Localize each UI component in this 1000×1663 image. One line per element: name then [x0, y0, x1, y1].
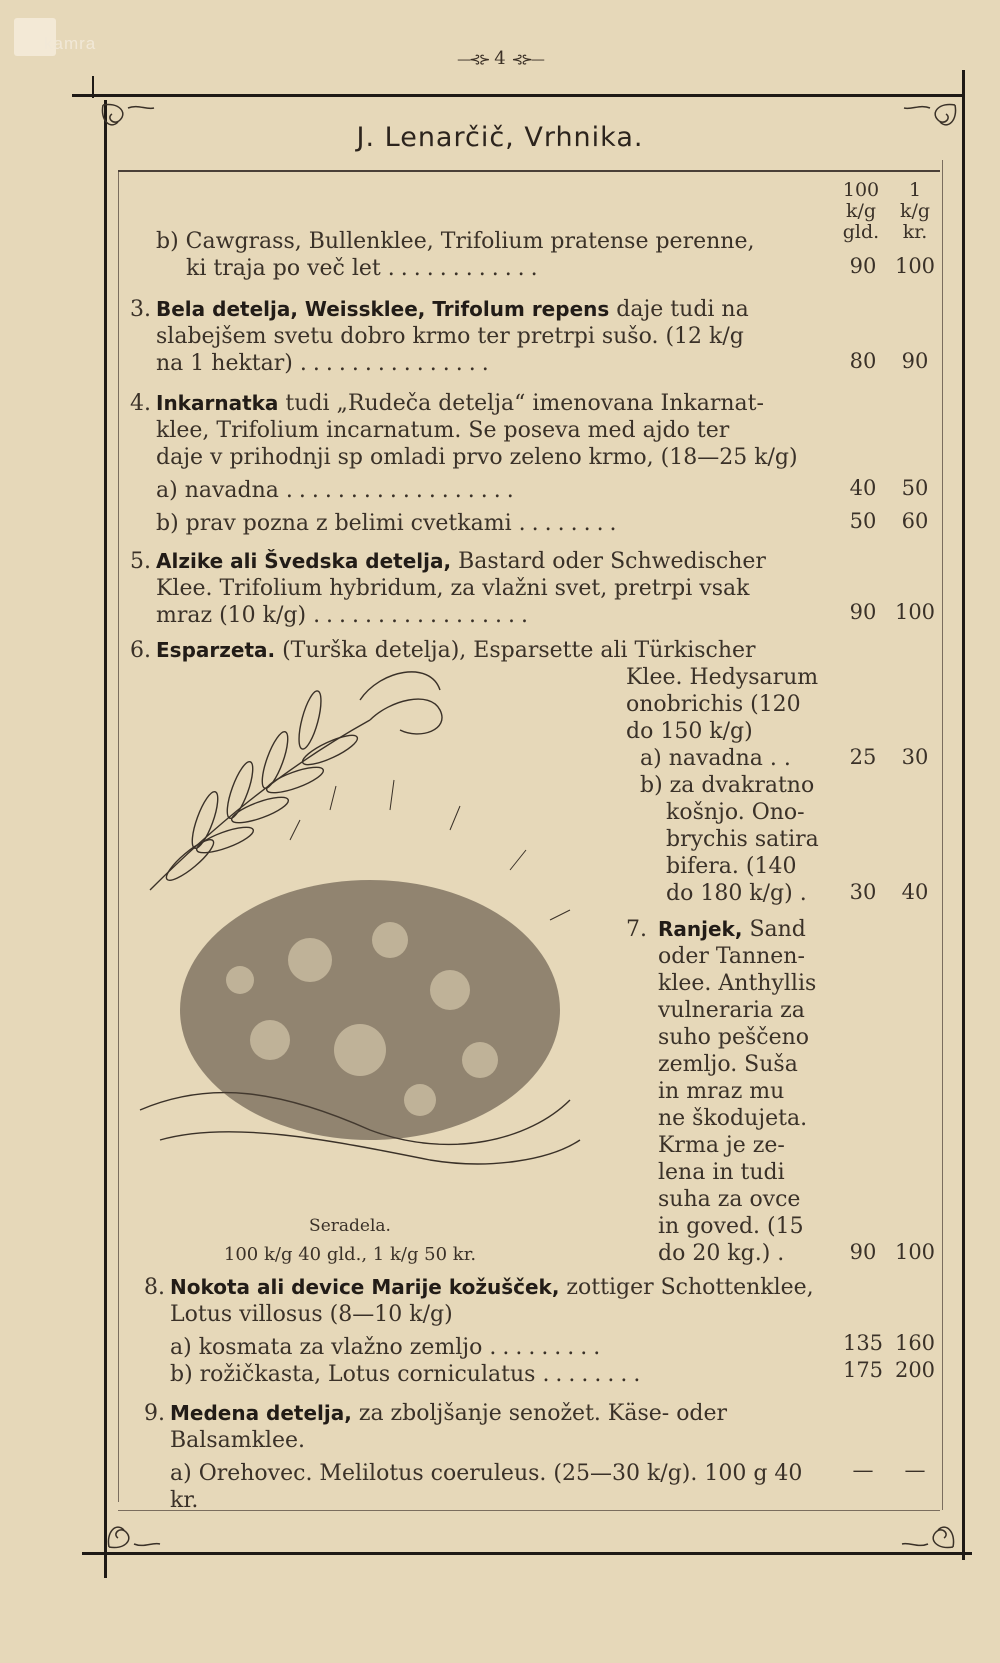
price-kr: 100 [894, 1240, 936, 1264]
price-gld: 30 [849, 880, 877, 904]
price-kr: 60 [901, 509, 929, 533]
price-kr: 100 [894, 600, 936, 624]
price-gld: — [852, 1458, 874, 1482]
seradela-plant-illustration-icon [130, 660, 600, 1220]
price-kr: 200 [894, 1358, 936, 1382]
price-gld: 40 [849, 476, 877, 500]
frame-top [72, 94, 962, 97]
entry-9: 9. Medena detelja, za zboljšanje senožet. Käse- oder Balsamklee. a) Orehovec. Melilotus coeruleus. (25—30 k/g). 100 g 40 kr. [144, 1401, 803, 1513]
price-gld: 135 [842, 1331, 884, 1355]
price-kr: 30 [901, 745, 929, 769]
frame-bottom [82, 1552, 972, 1555]
entry-6: 6. Esparzeta. (Turška detelja), Esparsette ali Türkischer [130, 638, 756, 663]
page-number: —⊰⊱ 4 ⊰⊱— [457, 48, 543, 69]
inner-rule-left [118, 172, 119, 1502]
corner-ornament-bl-icon [104, 1492, 164, 1552]
entry-7: 7. Ranjek, Sand oder Tannen- klee. Anthyllis vulneraria za suho peščeno zemljo. Suša in mraz mu ne škodujeta. Krma je ze- lena in tudi suha za ovce in goved. (15 do 20 kg.) . [626, 917, 817, 1266]
price-kr: 50 [901, 476, 929, 500]
ornament-right-icon: ⊰⊱— [511, 52, 543, 68]
entry-8: 8. Nokota ali device Marije kožušček, zottiger Schottenklee, Lotus villosus (8—10 k/g) a) kosmata za vlažno zemljo ......... b) rožičkasta, Lotus corniculatus ........ [144, 1275, 814, 1387]
price-gld: 90 [849, 600, 877, 624]
price-gld: 25 [849, 745, 877, 769]
frame-left [104, 100, 107, 1578]
header-rule [118, 170, 940, 172]
price-kr: 90 [901, 349, 929, 373]
price-gld: 90 [849, 254, 877, 278]
column-head-gld: 100 k/g gld. [842, 179, 880, 243]
price-kr: 100 [894, 254, 936, 278]
illustration-price: 100 k/g 40 gld., 1 k/g 50 kr. [223, 1244, 477, 1265]
entry-cawgrass: b) Cawgrass, Bullenklee, Trifolium pratense perenne, ki traja po več let ............ [156, 229, 755, 281]
price-gld: 175 [842, 1358, 884, 1382]
ornament-left-icon: —⊰⊱ [457, 52, 489, 68]
corner-ornament-br-icon [898, 1492, 958, 1552]
price-kr: — [904, 1458, 926, 1482]
price-gld: 80 [849, 349, 877, 373]
price-kr: 160 [894, 1331, 936, 1355]
frame-right [962, 70, 965, 1560]
watermark-text: kamra [44, 34, 97, 53]
illustration-caption: Seradela. [309, 1216, 391, 1236]
entry-4: 4. Inkarnatka tudi „Rudeča detelja“ imenovana Inkarnat- klee, Trifolium incarnatum. Se poseva med ajdo ter daje v prihodnji sp omladi prvo zeleno krmo, (18—25 k/g) a) navadna .................. b) prav pozna z belimi cvetkami ........ [130, 391, 798, 536]
price-kr: 40 [901, 880, 929, 904]
inner-rule-right [942, 160, 943, 1510]
frame-tick [92, 76, 94, 98]
price-gld: 50 [849, 509, 877, 533]
column-head-kr: 1 k/g kr. [899, 179, 931, 243]
entry-5: 5. Alzike ali Švedska detelja, Bastard oder Schwedischer Klee. Trifolium hybridum, za vlažni svet, pretrpi vsak mraz (10 k/g) ................. [130, 549, 766, 628]
entry-3: 3. Bela detelja, Weissklee, Trifolum repens daje tudi na slabejšem svetu dobro krmo ter pretrpi sušo. (12 k/g na 1 hektar) ............... [130, 297, 749, 376]
entry-6-narrow: Klee. Hedysarum onobrichis (120 do 150 k/g) a) navadna . . b) za dvakratno košnjo. Ono- brychis satira bifera. (140 do 180 k/g) . [626, 665, 819, 906]
page-title: J. Lenarčič, Vrhnika. [356, 122, 644, 153]
price-gld: 90 [849, 1240, 877, 1264]
